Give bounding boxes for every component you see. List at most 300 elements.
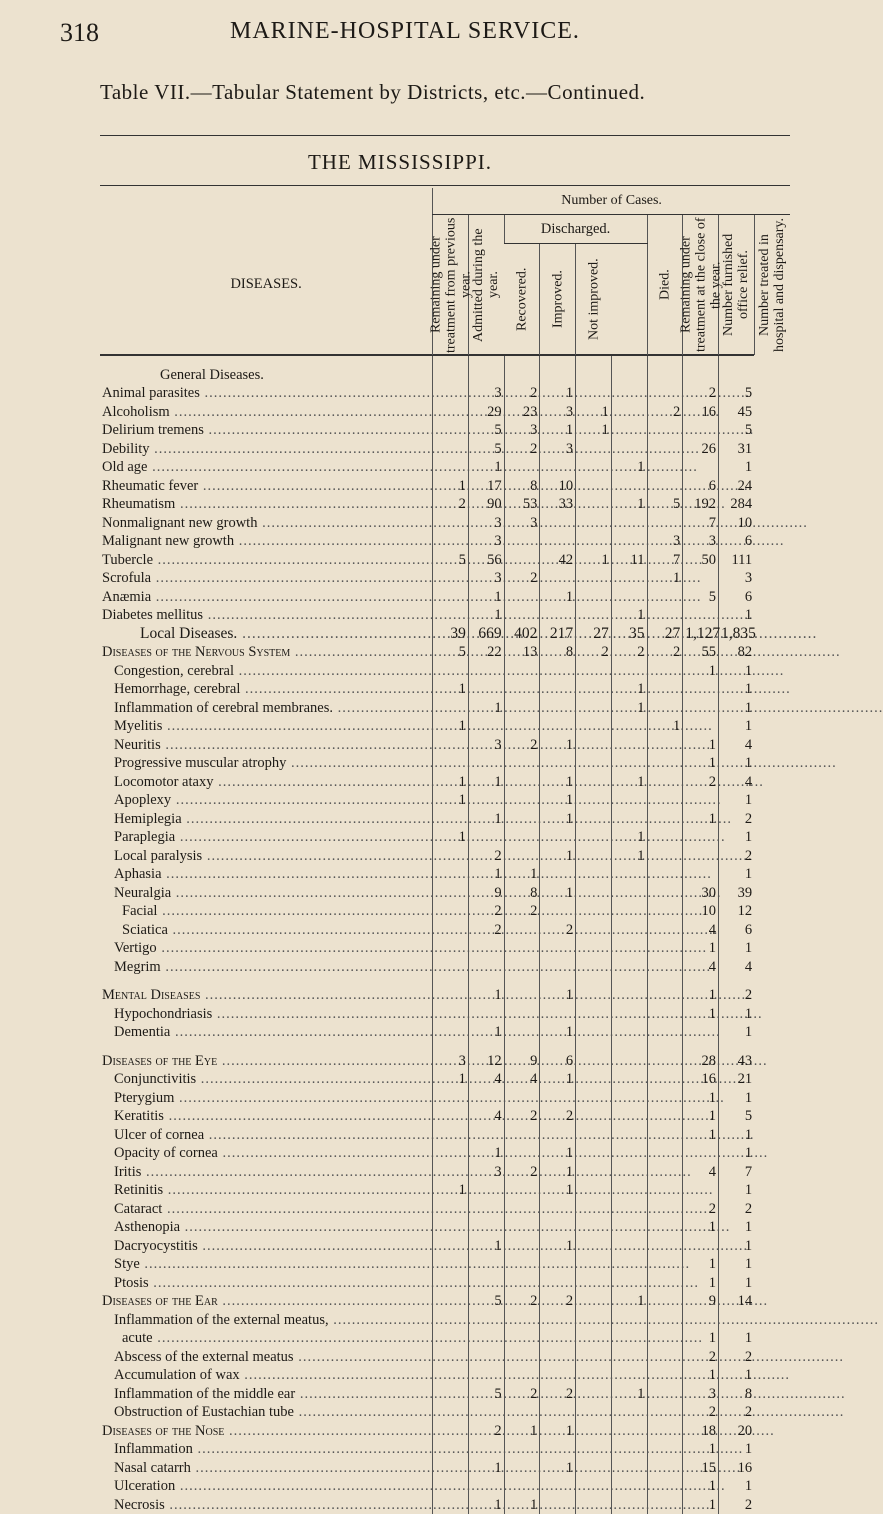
cell-value: 42 xyxy=(540,551,576,570)
cell-value: 1 xyxy=(683,810,719,829)
disease-name: Inflammation of the external meatus, ..... xyxy=(100,1311,433,1330)
cell-value: 1 xyxy=(718,939,754,958)
cell-value: 1 xyxy=(468,1459,504,1478)
cell-value: 18 xyxy=(683,1422,719,1441)
table-row xyxy=(100,1403,790,1422)
cell-value: 669 xyxy=(468,625,504,644)
cell-value xyxy=(504,356,540,385)
cell-value: 33 xyxy=(540,495,576,514)
table-row xyxy=(100,384,790,403)
cell-value: 1 xyxy=(683,1126,719,1145)
cell-value: 4 xyxy=(718,773,754,792)
cell-value xyxy=(433,976,469,986)
cell-value: 3 xyxy=(504,421,540,440)
disease-name: Diseases of the Eye ..... xyxy=(100,1052,433,1071)
table-row xyxy=(100,958,790,977)
disease-name: Mental Diseases ..... xyxy=(100,986,433,1005)
table-top-rule xyxy=(100,185,790,186)
cell-value: 1 xyxy=(611,828,647,847)
cell-value: 9 xyxy=(468,884,504,903)
cell-value: 2 xyxy=(718,1403,754,1422)
table-row xyxy=(100,902,790,921)
disease-name: Diabetes mellitus ..... xyxy=(100,606,433,625)
cell-value: 1 xyxy=(718,717,754,736)
cell-value: 284 xyxy=(718,495,754,514)
table-row xyxy=(100,828,790,847)
cell-value: 1 xyxy=(718,1274,754,1293)
cell-value: 1 xyxy=(718,606,754,625)
cell-value: 82 xyxy=(718,643,754,662)
disease-name: Congestion, cerebral ..... xyxy=(100,662,433,681)
header-row-2 xyxy=(100,215,790,244)
cell-value: 9 xyxy=(683,1292,719,1311)
cell-value: 1 xyxy=(683,1274,719,1293)
number-of-cases-header: Number of Cases. xyxy=(433,188,790,215)
cell-value: 22 xyxy=(468,643,504,662)
cell-value: 2 xyxy=(540,1385,576,1404)
cell-value: 11 xyxy=(611,551,647,570)
cell-value: 4 xyxy=(468,1107,504,1126)
table-row xyxy=(100,1237,790,1256)
cell-value: 1 xyxy=(611,606,647,625)
cell-value: 1 xyxy=(683,736,719,755)
section-title: THE MISSISSIPPI. xyxy=(0,150,800,175)
cell-value: 1 xyxy=(683,1477,719,1496)
cell-value: 16 xyxy=(683,1070,719,1089)
cell-value: 1 xyxy=(683,1329,719,1348)
disease-name: Inflammation of the middle ear ..... xyxy=(100,1385,433,1404)
cell-value: 1 xyxy=(468,699,504,718)
cell-value: 1 xyxy=(647,717,683,736)
disease-name: Tubercle ..... xyxy=(100,551,433,570)
cell-value: 2 xyxy=(540,921,576,940)
table-row xyxy=(100,1422,790,1441)
disease-name: Ptosis ..... xyxy=(100,1274,433,1293)
cell-value: 1 xyxy=(540,847,576,866)
cell-value: 28 xyxy=(683,1052,719,1071)
cell-value xyxy=(468,356,504,385)
cell-value: 4 xyxy=(468,1070,504,1089)
cell-value: 2 xyxy=(611,643,647,662)
cell-value: 1 xyxy=(540,1237,576,1256)
cell-value: 4 xyxy=(683,1163,719,1182)
table-row xyxy=(100,847,790,866)
diseases-header-label: DISEASES. xyxy=(230,276,301,292)
disease-name: Progressive muscular atrophy ..... xyxy=(100,754,433,773)
cell-value xyxy=(683,1042,719,1052)
cell-value xyxy=(611,1042,647,1052)
table-row xyxy=(100,1477,790,1496)
cell-value: 2 xyxy=(718,810,754,829)
cell-value xyxy=(540,1042,576,1052)
cell-value: 5 xyxy=(468,1292,504,1311)
disease-name: Retinitis ..... xyxy=(100,1181,433,1200)
cell-value: 1 xyxy=(576,421,612,440)
table-row xyxy=(100,791,790,810)
table-title: Table VII.—Tabular Statement by Districts, etc.—Continued. xyxy=(100,80,645,105)
cell-value: 2 xyxy=(718,986,754,1005)
cell-value: 1 xyxy=(718,1218,754,1237)
table-row xyxy=(100,1218,790,1237)
cell-value: 2 xyxy=(540,1292,576,1311)
disease-name: Dementia ..... xyxy=(100,1023,433,1042)
cell-value: 2 xyxy=(468,921,504,940)
cell-value: 5 xyxy=(468,1385,504,1404)
cell-value: 1 xyxy=(718,1440,754,1459)
cell-value: 1 xyxy=(718,1005,754,1024)
disease-name: Inflammation ..... xyxy=(100,1440,433,1459)
cell-value: 1 xyxy=(504,1496,540,1514)
cell-value: 2 xyxy=(718,847,754,866)
cell-value: 3 xyxy=(683,532,719,551)
cell-value: 1 xyxy=(540,1422,576,1441)
cell-value: 2 xyxy=(433,495,469,514)
cell-value: 1 xyxy=(540,384,576,403)
cell-value: 56 xyxy=(468,551,504,570)
cell-value xyxy=(647,356,683,385)
cell-value: 30 xyxy=(683,884,719,903)
table-row xyxy=(100,939,790,958)
cell-value xyxy=(647,1042,683,1052)
disease-name: Accumulation of wax ..... xyxy=(100,1366,433,1385)
cell-value: 6 xyxy=(718,588,754,607)
cell-value: 15 xyxy=(683,1459,719,1478)
cell-value: 3 xyxy=(468,736,504,755)
cell-value: 1 xyxy=(683,1366,719,1385)
cell-value: 1 xyxy=(504,865,540,884)
disease-name: Iritis ..... xyxy=(100,1163,433,1182)
cell-value: 12 xyxy=(718,902,754,921)
cell-value xyxy=(611,976,647,986)
cell-value: 2 xyxy=(504,569,540,588)
cell-value: 3 xyxy=(468,1163,504,1182)
disease-name: Locomotor ataxy ..... xyxy=(100,773,433,792)
cell-value: 5 xyxy=(718,384,754,403)
cell-value: 1 xyxy=(718,828,754,847)
cell-value: 3 xyxy=(468,569,504,588)
table-row xyxy=(100,1070,790,1089)
cell-value: 8 xyxy=(540,643,576,662)
cell-value: 1 xyxy=(647,569,683,588)
disease-name: Malignant new growth ..... xyxy=(100,532,433,551)
cell-value: 31 xyxy=(718,440,754,459)
cell-value: 1 xyxy=(611,773,647,792)
cell-value: 39 xyxy=(718,884,754,903)
cell-value: 1 xyxy=(683,1218,719,1237)
cell-value: 10 xyxy=(683,902,719,921)
cell-value: 1 xyxy=(683,1089,719,1108)
disease-name: Stye ..... xyxy=(100,1255,433,1274)
disease-name: Dacryocystitis ..... xyxy=(100,1237,433,1256)
col-header-remaining-close: Remaining under treatment at the close of the year. xyxy=(683,215,719,355)
cell-value xyxy=(647,976,683,986)
cell-value: 1 xyxy=(718,1089,754,1108)
cell-value: 1 xyxy=(718,680,754,699)
table-row xyxy=(100,356,790,385)
disease-name: Asthenopia ..... xyxy=(100,1218,433,1237)
table-row xyxy=(100,1107,790,1126)
cell-value: 21 xyxy=(718,1070,754,1089)
cell-value: 1 xyxy=(683,1107,719,1126)
cell-value: 1 xyxy=(540,1023,576,1042)
cell-value: 2 xyxy=(468,902,504,921)
table-row xyxy=(100,1274,790,1293)
cell-value xyxy=(683,976,719,986)
table-row xyxy=(100,736,790,755)
disease-name: Apoplexy ..... xyxy=(100,791,433,810)
cell-value xyxy=(718,356,754,385)
cell-value: 10 xyxy=(718,514,754,533)
page-number: 318 xyxy=(60,18,99,48)
cell-value: 2 xyxy=(683,384,719,403)
cell-value: 8 xyxy=(718,1385,754,1404)
cell-value: 2 xyxy=(504,736,540,755)
table-row xyxy=(100,1311,790,1330)
cell-value: 5 xyxy=(468,440,504,459)
table-row xyxy=(100,1200,790,1219)
cell-value: 9 xyxy=(504,1052,540,1071)
cell-value xyxy=(576,976,612,986)
table-row xyxy=(100,1005,790,1024)
table-row xyxy=(100,1348,790,1367)
cell-value: 17 xyxy=(468,477,504,496)
cell-value: 3 xyxy=(468,532,504,551)
table-row xyxy=(100,865,790,884)
cell-value: 1 xyxy=(718,662,754,681)
cell-value: 1 xyxy=(540,1459,576,1478)
cell-value: 1 xyxy=(540,884,576,903)
cell-value: 3 xyxy=(540,440,576,459)
cell-value: 1 xyxy=(468,1237,504,1256)
table-row xyxy=(100,1181,790,1200)
cell-value: 12 xyxy=(468,1052,504,1071)
cell-value: 1 xyxy=(468,773,504,792)
table-row xyxy=(100,625,790,644)
cell-value: 1 xyxy=(540,1070,576,1089)
cell-value: 2 xyxy=(504,1385,540,1404)
cell-value: 1 xyxy=(683,1005,719,1024)
disease-name: Delirium tremens ..... xyxy=(100,421,433,440)
table-row xyxy=(100,1459,790,1478)
table-row xyxy=(100,1440,790,1459)
cell-value xyxy=(540,356,576,385)
header-row-1 xyxy=(100,188,790,215)
disease-name: Opacity of cornea ..... xyxy=(100,1144,433,1163)
cell-value: 2 xyxy=(647,403,683,422)
disease-name: Local paralysis ..... xyxy=(100,847,433,866)
discharged-header: Discharged. xyxy=(504,215,647,244)
table-row xyxy=(100,810,790,829)
cell-value: 1 xyxy=(540,1144,576,1163)
disease-name: Old age ..... xyxy=(100,458,433,477)
cell-value: 1 xyxy=(468,865,504,884)
cell-value: 192 xyxy=(683,495,719,514)
cell-value: 2 xyxy=(504,440,540,459)
cell-value: 1 xyxy=(718,791,754,810)
cell-value: 1 xyxy=(433,1070,469,1089)
cell-value: 5 xyxy=(683,588,719,607)
disease-name: Scrofula ..... xyxy=(100,569,433,588)
cell-value: 1 xyxy=(468,986,504,1005)
cell-value: 2 xyxy=(647,643,683,662)
cases-table xyxy=(100,188,790,1514)
cell-value: 7 xyxy=(647,551,683,570)
table-row xyxy=(100,458,790,477)
cell-value: 4 xyxy=(718,736,754,755)
cell-value: 6 xyxy=(540,1052,576,1071)
cell-value: 1 xyxy=(540,1181,576,1200)
cell-value: 5 xyxy=(433,643,469,662)
cell-value: 8 xyxy=(504,884,540,903)
table-row xyxy=(100,754,790,773)
cell-value: 7 xyxy=(718,1163,754,1182)
cell-value: 1,127 xyxy=(683,625,719,644)
table-row xyxy=(100,717,790,736)
table-row xyxy=(100,1385,790,1404)
cell-value: 10 xyxy=(540,477,576,496)
cell-value: 1 xyxy=(540,421,576,440)
cell-value: 4 xyxy=(504,1070,540,1089)
disease-name: Hemorrhage, cerebral ..... xyxy=(100,680,433,699)
cell-value: 4 xyxy=(683,921,719,940)
cell-value: 2 xyxy=(504,1292,540,1311)
col-header-died: Died. xyxy=(647,215,683,355)
cell-value: 29 xyxy=(468,403,504,422)
cell-value: 3 xyxy=(718,569,754,588)
disease-name: Neuritis ..... xyxy=(100,736,433,755)
cell-value: 1 xyxy=(468,588,504,607)
cell-value: 402 xyxy=(504,625,540,644)
cell-value xyxy=(718,976,754,986)
cell-value: 90 xyxy=(468,495,504,514)
disease-name: Debility ..... xyxy=(100,440,433,459)
cell-value: 4 xyxy=(683,958,719,977)
disease-name: Keratitis ..... xyxy=(100,1107,433,1126)
cell-value: 3 xyxy=(683,1385,719,1404)
disease-name xyxy=(100,976,433,986)
disease-name: Hemiplegia ..... xyxy=(100,810,433,829)
cell-value: 1 xyxy=(611,680,647,699)
cell-value xyxy=(468,1042,504,1052)
cell-value xyxy=(683,356,719,385)
disease-name: Inflammation of cerebral membranes. ..... xyxy=(100,699,433,718)
col-header-admitted: Admitted during the year. xyxy=(468,215,504,355)
disease-name: Rheumatism ..... xyxy=(100,495,433,514)
disease-name: Vertigo ..... xyxy=(100,939,433,958)
table-row xyxy=(100,699,790,718)
cell-value: 14 xyxy=(718,1292,754,1311)
cell-value: 1 xyxy=(718,1477,754,1496)
cell-value: 4 xyxy=(718,958,754,977)
cell-value: 1 xyxy=(718,1237,754,1256)
cell-value: 1 xyxy=(683,754,719,773)
table-row xyxy=(100,1163,790,1182)
cell-value: 1 xyxy=(468,1144,504,1163)
disease-name: Diseases of the Nose ..... xyxy=(100,1422,433,1441)
cell-value: 3 xyxy=(468,384,504,403)
disease-name: Abscess of the external meatus ..... xyxy=(100,1348,433,1367)
cell-value: 1 xyxy=(433,680,469,699)
table-row xyxy=(100,1496,790,1514)
table-row xyxy=(100,551,790,570)
cell-value: 1 xyxy=(540,736,576,755)
cell-value: 1 xyxy=(611,495,647,514)
cell-value: 1 xyxy=(540,773,576,792)
table-row xyxy=(100,1126,790,1145)
col-header-office-relief: Number furnished office relief. xyxy=(718,215,754,355)
disease-name: Conjunctivitis ..... xyxy=(100,1070,433,1089)
cell-value: 1 xyxy=(718,754,754,773)
disease-name: Neuralgia ..... xyxy=(100,884,433,903)
cell-value: 16 xyxy=(683,403,719,422)
cell-value: 45 xyxy=(718,403,754,422)
cell-value: 2 xyxy=(718,1348,754,1367)
cell-value: 50 xyxy=(683,551,719,570)
cell-value: 1,835 xyxy=(718,625,754,644)
cell-value: 2 xyxy=(718,1496,754,1514)
disease-name: Obstruction of Eustachian tube ..... xyxy=(100,1403,433,1422)
col-header-improved: Improved. xyxy=(540,244,576,355)
cell-value: 53 xyxy=(504,495,540,514)
cell-value: 27 xyxy=(647,625,683,644)
cell-value: 1 xyxy=(718,1181,754,1200)
cell-value xyxy=(504,976,540,986)
cell-value: 2 xyxy=(683,773,719,792)
cell-value: 27 xyxy=(576,625,612,644)
disease-name: Rheumatic fever ..... xyxy=(100,477,433,496)
cell-value: 43 xyxy=(718,1052,754,1071)
cell-value: 3 xyxy=(647,532,683,551)
table-row xyxy=(100,514,790,533)
cell-value: 6 xyxy=(718,921,754,940)
cell-value: 217 xyxy=(540,625,576,644)
disease-name: Necrosis ..... xyxy=(100,1496,433,1514)
cell-value: 3 xyxy=(468,514,504,533)
disease-name: Anæmia ..... xyxy=(100,588,433,607)
cell-value: 23 xyxy=(504,403,540,422)
diseases-header xyxy=(100,215,433,355)
cell-value: 2 xyxy=(683,1200,719,1219)
table-row xyxy=(100,440,790,459)
disease-name: Nasal catarrh ..... xyxy=(100,1459,433,1478)
cell-value xyxy=(611,356,647,385)
table-row xyxy=(100,403,790,422)
cell-value: 1 xyxy=(718,865,754,884)
cell-value: 1 xyxy=(433,477,469,496)
cell-value: 5 xyxy=(647,495,683,514)
cell-value: 2 xyxy=(468,847,504,866)
cell-value: 3 xyxy=(540,403,576,422)
cell-value: 1 xyxy=(433,828,469,847)
cell-value: 1 xyxy=(683,662,719,681)
cell-value: 6 xyxy=(683,477,719,496)
disease-name: Pterygium ..... xyxy=(100,1089,433,1108)
cell-value: 2 xyxy=(540,1107,576,1126)
col-header-not-improved: Not improved. xyxy=(576,244,612,355)
cell-value: 2 xyxy=(504,384,540,403)
cell-value: 16 xyxy=(718,1459,754,1478)
table-row xyxy=(100,532,790,551)
cell-value: 3 xyxy=(433,1052,469,1071)
blank-header xyxy=(100,188,433,215)
cell-value: 1 xyxy=(683,1496,719,1514)
cell-value: 1 xyxy=(683,939,719,958)
cell-value xyxy=(433,1042,469,1052)
running-head: MARINE-HOSPITAL SERVICE. xyxy=(230,18,580,45)
cell-value: 26 xyxy=(683,440,719,459)
disease-name: Cataract ..... xyxy=(100,1200,433,1219)
cell-value: 1 xyxy=(718,1366,754,1385)
